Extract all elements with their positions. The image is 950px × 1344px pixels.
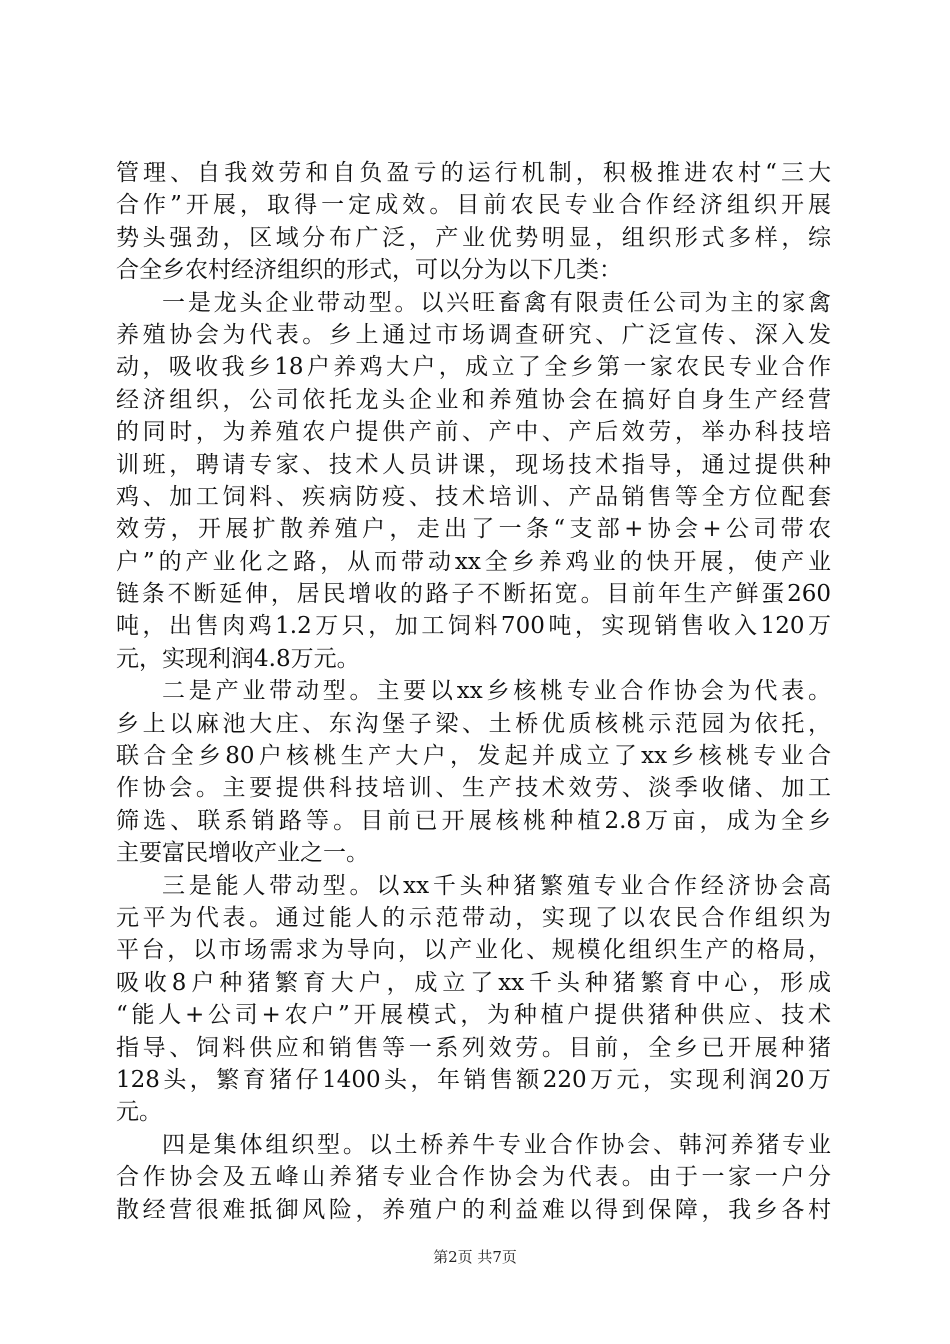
paragraph-start-line: 一是龙头企业带动型。以兴旺畜禽有限责任公司为主的家禽 xyxy=(162,289,831,316)
paragraph-start-line: 三是能人带动型。以xx千头种猪繁殖专业合作经济协会高 xyxy=(162,872,831,899)
text-line: 吨，出售肉鸡1.2万只，加工饲料700吨，实现销售收入120万 xyxy=(116,613,831,640)
text-line: 联合全乡80户核桃生产大户，发起并成立了xx乡核桃专业合 xyxy=(116,743,831,770)
text-line: 筛选、联系销路等。目前已开展核桃种植2.8万亩，成为全乡 xyxy=(116,807,831,834)
text-line: 主要富民增收产业之一。 xyxy=(116,840,369,867)
text-line: 链条不断延伸，居民增收的路子不断拓宽。目前年生产鲜蛋260 xyxy=(116,581,831,608)
page-number-footer: 第2页 共7页 xyxy=(433,1248,517,1266)
text-line: 合作协会及五峰山养猪专业合作协会为代表。由于一家一户分 xyxy=(116,1164,831,1191)
text-line: 的同时，为养殖农户提供产前、产中、产后效劳，举办科技培 xyxy=(116,419,831,446)
text-line: 鸡、加工饲料、疾病防疫、技术培训、产品销售等全方位配套 xyxy=(116,483,831,510)
text-line: 指导、饲料供应和销售等一系列效劳。目前，全乡已开展种猪 xyxy=(116,1034,831,1061)
text-line: 元，实现利润4.8万元。 xyxy=(116,645,360,672)
body-text xyxy=(116,157,831,1226)
text-line: 势头强劲，区域分布广泛，产业优势明显，组织形式多样，综 xyxy=(116,224,831,251)
text-line: 养殖协会为代表。乡上通过市场调查研究、广泛宣传、深入发 xyxy=(116,321,831,348)
text-line: 合全乡农村经济组织的形式，可以分为以下几类： xyxy=(116,257,622,284)
text-line: 经济组织，公司依托龙头企业和养殖协会在搞好自身生产经营 xyxy=(116,386,831,413)
text-line: 乡上以麻池大庄、东沟堡子梁、土桥优质核桃示范园为依托， xyxy=(116,710,831,737)
text-line: 效劳，开展扩散养殖户，走出了一条“支部+协会+公司带农 xyxy=(116,516,831,543)
text-line: “能人+公司+农户”开展模式，为种植户提供猪种供应、技术 xyxy=(116,1002,831,1029)
paragraph-start-line: 四是集体组织型。以土桥养牛专业合作协会、韩河养猪专业 xyxy=(162,1131,831,1158)
text-line: 训班，聘请专家、技术人员讲课，现场技术指导，通过提供种 xyxy=(116,451,831,478)
text-line: 合作”开展，取得一定成效。目前农民专业合作经济组织开展 xyxy=(116,192,831,219)
text-line: 作协会。主要提供科技培训、生产技术效劳、淡季收储、加工 xyxy=(116,775,831,802)
text-line: 管理、自我效劳和自负盈亏的运行机制，积极推进农村“三大 xyxy=(116,160,831,186)
paragraph-start-line: 二是产业带动型。主要以xx乡核桃专业合作协会为代表。 xyxy=(162,678,831,705)
text-line: 平台，以市场需求为导向，以产业化、规模化组织生产的格局， xyxy=(116,937,831,964)
text-line: 元。 xyxy=(116,1099,162,1126)
text-line: 128头，繁育猪仔1400头，年销售额220万元，实现利润20万 xyxy=(116,1066,831,1093)
text-line: 户”的产业化之路，从而带动xx全乡养鸡业的快开展，使产业 xyxy=(116,548,831,575)
text-line: 元平为代表。通过能人的示范带动，实现了以农民合作组织为 xyxy=(116,904,831,931)
text-line: 散经营很难抵御风险，养殖户的利益难以得到保障，我乡各村 xyxy=(116,1196,831,1223)
text-line: 动，吸收我乡18户养鸡大户，成立了全乡第一家农民专业合作 xyxy=(116,354,831,381)
text-line: 吸收8户种猪繁育大户，成立了xx千头种猪繁育中心，形成 xyxy=(116,969,831,996)
